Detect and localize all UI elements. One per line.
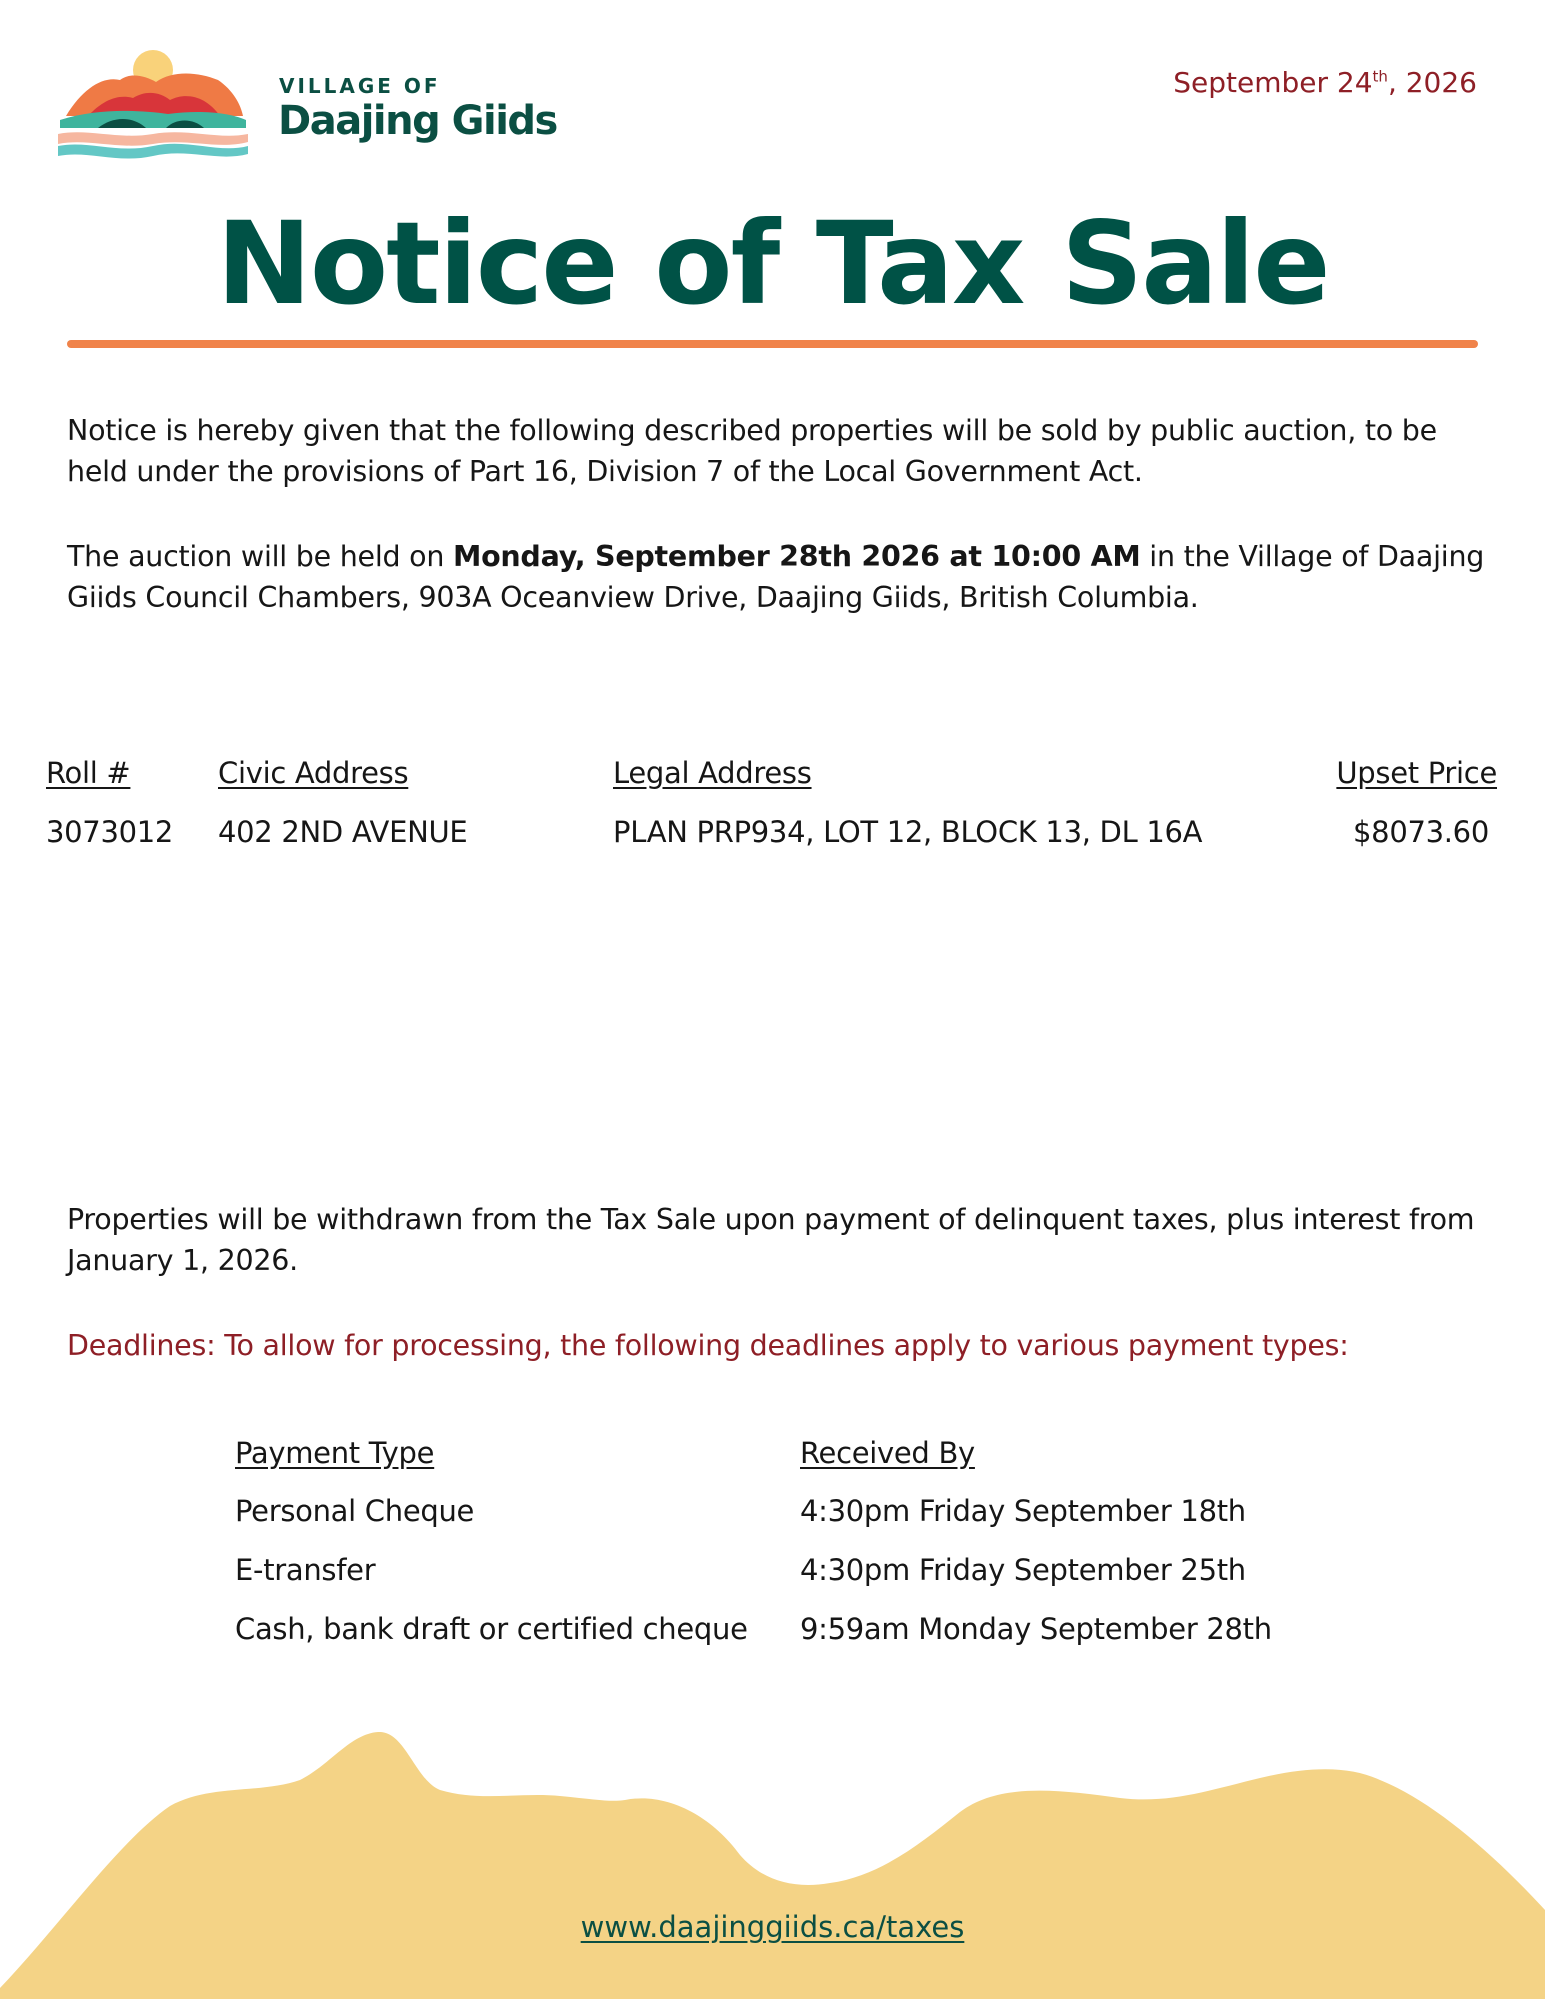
notice-date bbox=[1173, 66, 1477, 99]
auction-text-after: in the Village of Daajing Giids Council Chambers, 903A Oceanview Drive, Daajing Giids, British Columbia. bbox=[67, 540, 1485, 614]
intro-paragraph: Notice is hereby given that the following described properties will be sold by public auction, to be held under the provisions of Part 16, Division 7 of the Local Government Act. bbox=[67, 414, 1437, 488]
payment-deadline: 4:30pm Friday September 25th bbox=[800, 1553, 1246, 1587]
property-roll-number: 3073012 bbox=[46, 815, 174, 849]
logo-kicker-text: VILLAGE OF bbox=[279, 74, 441, 98]
auction-text-before: The auction will be held on bbox=[67, 540, 453, 573]
logo-village-name: Daajing Giids bbox=[278, 98, 557, 144]
page-title: Notice of Tax Sale bbox=[216, 197, 1329, 330]
payment-deadline: 9:59am Monday September 28th bbox=[800, 1612, 1272, 1646]
column-header-legal-address: Legal Address bbox=[613, 756, 812, 790]
property-upset-price: $8073.60 bbox=[1353, 815, 1489, 849]
column-header-upset-price: Upset Price bbox=[1336, 756, 1497, 790]
payment-type: Cash, bank draft or certified cheque bbox=[235, 1612, 748, 1646]
payment-type: Personal Cheque bbox=[235, 1494, 475, 1528]
taxes-website-link[interactable]: www.daajinggiids.ca/taxes bbox=[580, 1910, 965, 1944]
title-divider bbox=[67, 340, 1478, 348]
withdrawal-paragraph: Properties will be withdrawn from the Tax Sale upon payment of delinquent taxes, plus interest from January 1, 2026. bbox=[67, 1203, 1475, 1277]
property-legal-address: PLAN PRP934, LOT 12, BLOCK 13, DL 16A bbox=[613, 815, 1203, 849]
column-header-payment-type: Payment Type bbox=[235, 1436, 435, 1470]
column-header-civic-address: Civic Address bbox=[218, 756, 409, 790]
deadlines-note: Deadlines: To allow for processing, the following deadlines apply to various payment types: bbox=[67, 1329, 1349, 1362]
date-year: , 2026 bbox=[1387, 66, 1477, 99]
footer-hills-illustration bbox=[0, 1720, 1545, 1999]
auction-details-paragraph bbox=[67, 536, 1487, 618]
column-header-received-by: Received By bbox=[800, 1436, 975, 1470]
date-main: September 24 bbox=[1173, 66, 1373, 99]
payment-deadline: 4:30pm Friday September 18th bbox=[800, 1494, 1246, 1528]
date-suffix: th bbox=[1372, 67, 1388, 86]
village-logo-icon bbox=[58, 50, 248, 160]
auction-datetime: Monday, September 28th 2026 at 10:00 AM bbox=[452, 540, 1141, 573]
property-civic-address: 402 2ND AVENUE bbox=[218, 815, 468, 849]
column-header-roll: Roll # bbox=[46, 756, 131, 790]
payment-type: E-transfer bbox=[235, 1553, 376, 1587]
